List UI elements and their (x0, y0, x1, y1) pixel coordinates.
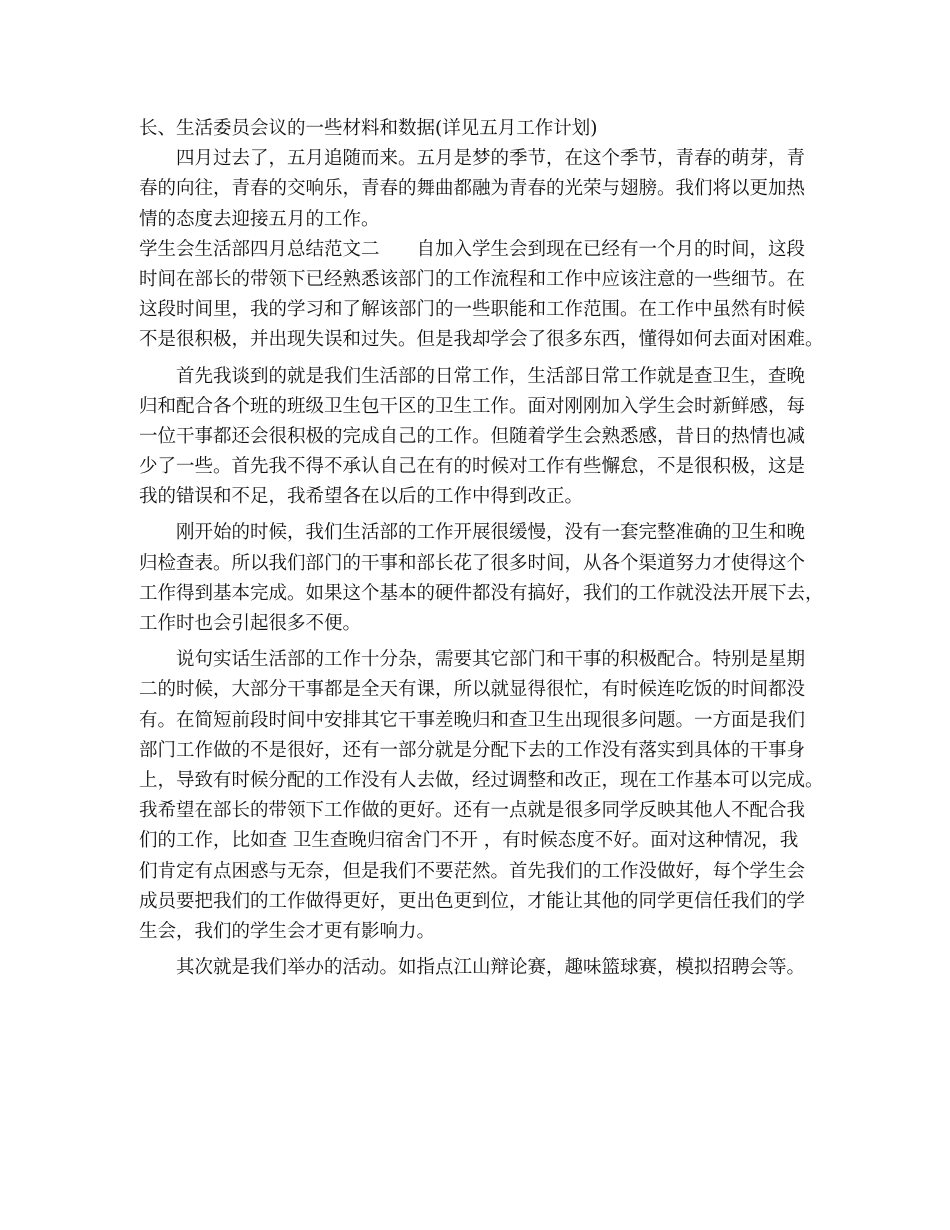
paragraph-first-line: 刚开始的时候，我们生活部的工作开展很缓慢，没有一套完整准确的卫生和晚 (176, 522, 806, 544)
text-line: 生会，我们的学生会才更有影响力。 (139, 920, 436, 942)
text-line: 春的向往，青春的交响乐，青春的舞曲都融为青春的光荣与翅膀。我们将以更加热 (139, 178, 806, 200)
text-line: 部门工作做的不是很好，还有一部分就是分配下去的工作没有落实到具体的干事身 (139, 739, 806, 761)
text-line: 不是很积极，并出现失误和过失。但是我却学会了很多东西，懂得如何去面对困难。 (139, 329, 824, 351)
text-line: 工作得到基本完成。如果这个基本的硬件都没有搞好，我们的工作就没法开展下去， (139, 582, 824, 604)
text-line: 我希望在部长的带领下工作做的更好。还有一点就是很多同学反映其他人不配合我 (139, 800, 806, 822)
text-line: 归检查表。所以我们部门的干事和部长花了很多时间，从各个渠道努力才使得这个 (139, 552, 806, 574)
paragraph-first-line: 说句实话生活部的工作十分杂，需要其它部门和干事的积极配合。特别是星期 (176, 649, 806, 671)
paragraph-first-line: 其次就是我们举办的活动。如指点江山辩论赛，趣味篮球赛，模拟招聘会等。 (176, 957, 806, 979)
text-line: 一位干事都还会很积极的完成自己的工作。但随着学生会熟悉感，昔日的热情也减 (139, 425, 806, 447)
text-line: 上，导致有时候分配的工作没有人去做，经过调整和改正，现在工作基本可以完成。 (139, 769, 824, 791)
document-body (139, 114, 824, 983)
text-line: 们肯定有点困惑与无奈，但是我们不要茫然。首先我们的工作没做好，每个学生会 (139, 860, 806, 882)
text-line: 长、生活委员会议的一些材料和数据(详见五月工作计划) (139, 118, 598, 139)
paragraph-first-line: 首先我谈到的就是我们生活部的日常工作，生活部日常工作就是查卫生，查晚 (176, 365, 806, 387)
text-line: 工作时也会引起很多不便。 (139, 613, 362, 634)
text-line: 时间在部长的带领下已经熟悉该部门的工作流程和工作中应该注意的一些细节。在 (139, 268, 806, 290)
text-line: 情的态度去迎接五月的工作。 (139, 208, 380, 230)
section-heading-line: 学生会生活部四月总结范文二 自加入学生会到现在已经有一个月的时间，这段 (139, 238, 806, 260)
text-line: 们的工作，比如查 卫生查晚归宿舍门不开 ，有时候态度不好。面对这种情况，我 (139, 830, 799, 852)
text-line: 少了一些。首先我不得不承认自己在有的时候对工作有些懈怠，不是很积极，这是 (139, 456, 806, 478)
paragraph-first-line: 四月过去了，五月追随而来。五月是梦的季节，在这个季节，青春的萌芽，青 (176, 148, 806, 170)
text-line: 这段时间里，我的学习和了解该部门的一些职能和工作范围。在工作中虽然有时候 (139, 299, 806, 321)
text-line: 归和配合各个班的班级卫生包干区的卫生工作。面对刚刚加入学生会时新鲜感，每 (139, 395, 806, 417)
text-line: 我的错误和不足，我希望各在以后的工作中得到改正。 (139, 486, 584, 508)
text-line: 成员要把我们的工作做得更好，更出色更到位，才能让其他的同学更信任我们的学 (139, 890, 806, 912)
text-line: 二的时候，大部分干事都是全天有课，所以就显得很忙，有时候连吃饭的时间都没 (139, 679, 806, 701)
text-line: 有。在简短前段时间中安排其它干事差晚归和查卫生出现很多问题。一方面是我们 (139, 709, 806, 731)
